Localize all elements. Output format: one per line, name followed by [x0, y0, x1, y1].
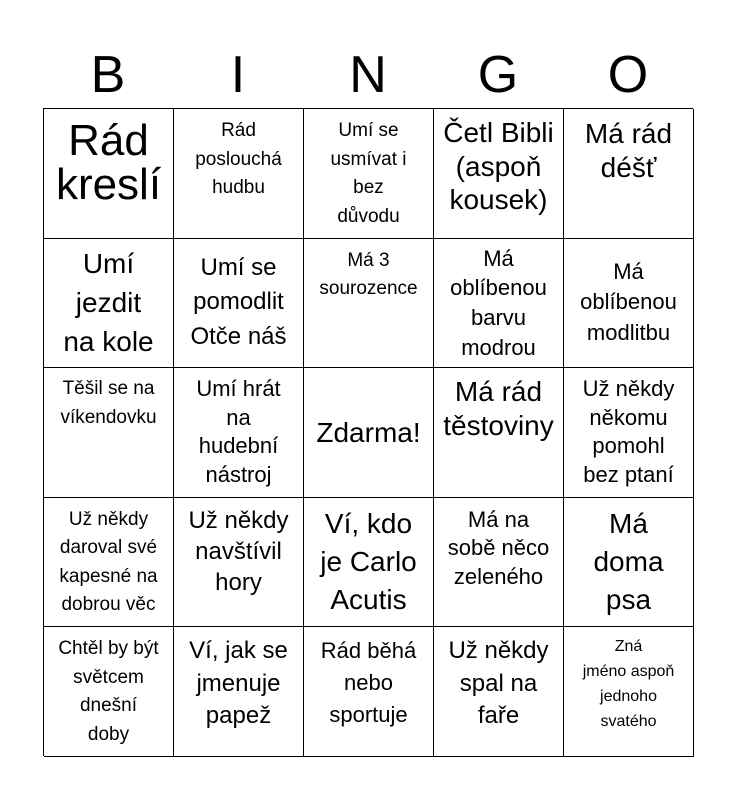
cell-text: Už někdy někomu pomohl bez ptaní	[582, 376, 675, 488]
bingo-cell-r2-c1[interactable]	[44, 239, 174, 369]
cell-text: Těšil se na víkendovku	[60, 378, 157, 428]
cell-text: Má rád těstoviny	[443, 376, 554, 441]
bingo-cell-r2-c3[interactable]	[304, 239, 434, 369]
bingo-cell-r1-c4[interactable]	[434, 109, 564, 239]
bingo-cell-r3-c2[interactable]	[174, 368, 304, 498]
bingo-cell-r3-c4[interactable]	[434, 368, 564, 498]
cell-text: Rád kreslí	[55, 116, 162, 209]
header-letter-g: G	[477, 46, 519, 104]
header-letter-n: N	[349, 46, 387, 104]
bingo-cell-r1-c2[interactable]	[174, 109, 304, 239]
bingo-cell-r2-c2[interactable]	[174, 239, 304, 369]
bingo-cell-r4-c3[interactable]	[304, 498, 434, 628]
cell-text: Zná jméno aspoň jednoho svatého	[582, 638, 675, 730]
bingo-board	[43, 108, 693, 756]
bingo-cell-r5-c4[interactable]	[434, 627, 564, 757]
cell-text: Má rád déšť	[584, 118, 673, 183]
cell-text: Má na sobě něco zeleného	[447, 506, 550, 589]
bingo-cell-r1-c5[interactable]	[564, 109, 694, 239]
bingo-cell-r5-c3[interactable]	[304, 627, 434, 757]
cell-text: Má oblíbenou modlitbu	[580, 258, 677, 346]
cell-text: Umí se pomodlit Otče náš	[190, 253, 287, 351]
cell-text: Už někdy daroval své kapesné na dobrou věc	[59, 508, 158, 616]
cell-text: Chtěl by být světcem dnešní doby	[58, 638, 159, 745]
bingo-cell-r2-c4[interactable]	[434, 239, 564, 369]
cell-text: Četl Bibli (aspoň kousek)	[443, 117, 554, 216]
cell-text: Rád poslouchá hudbu	[195, 120, 282, 198]
cell-text: Má 3 sourozence	[319, 249, 418, 300]
header-letter-b: B	[90, 46, 126, 104]
cell-text: Ví, jak se jmenuje papež	[189, 637, 288, 730]
bingo-cell-r4-c1[interactable]	[44, 498, 174, 628]
header-letter-o: O	[607, 46, 649, 104]
header-letter-i: I	[230, 46, 246, 104]
bingo-cell-r4-c4[interactable]	[434, 498, 564, 628]
bingo-cell-r1-c3[interactable]	[304, 109, 434, 239]
cell-text: Už někdy spal na faře	[448, 637, 549, 730]
cell-text: Má doma psa	[593, 508, 664, 615]
cell-text: Zdarma!	[316, 416, 421, 448]
cell-text: Ví, kdo je Carlo Acutis	[320, 508, 417, 615]
bingo-cell-r3-c3[interactable]	[304, 368, 434, 498]
bingo-cell-r4-c2[interactable]	[174, 498, 304, 628]
bingo-cell-r5-c1[interactable]	[44, 627, 174, 757]
bingo-cell-r5-c5[interactable]	[564, 627, 694, 757]
bingo-cell-r1-c1[interactable]	[44, 109, 174, 239]
bingo-cell-r2-c5[interactable]	[564, 239, 694, 369]
bingo-header	[43, 42, 693, 108]
bingo-cell-r5-c2[interactable]	[174, 627, 304, 757]
bingo-cell-r4-c5[interactable]	[564, 498, 694, 628]
bingo-cell-r3-c1[interactable]	[44, 368, 174, 498]
bingo-cell-r3-c5[interactable]	[564, 368, 694, 498]
cell-text: Umí hrát na hudební nástroj	[196, 376, 281, 488]
cell-text: Umí se usmívat i bez důvodu	[330, 120, 407, 227]
cell-text: Má oblíbenou barvu modrou	[450, 245, 547, 360]
cell-text: Rád běhá nebo sportuje	[320, 638, 417, 728]
cell-text: Umí jezdit na kole	[63, 248, 154, 358]
cell-text: Už někdy navštívil hory	[188, 506, 289, 597]
